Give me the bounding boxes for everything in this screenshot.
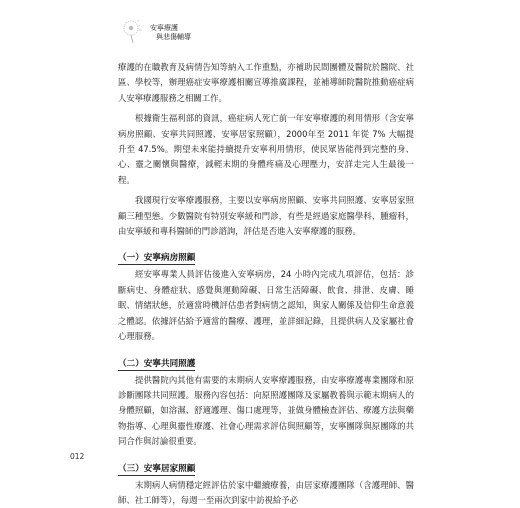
section-heading-shared-care: （二）安寧共同照護 <box>118 358 196 369</box>
section-body-ward: 經安寧專業人員評估後進入安寧病房，24 小時內完成九項評估，包括：診斷病史、身體症狀、感覺與運動障礙、日常生活障礙、飲食、排泄、皮膚、睡眠、情緒狀態，於適當時機評估患者對病情之認知，與家人關係及信仰生命意義之體認。依據評估給予適當的醫療、護理，並詳細記錄，且提供病人及家屬社會心理服務。 <box>118 269 414 342</box>
section-body-shared-care: 提供醫院內其他有需要的末期病人安寧療護服務，由安寧療護專業團隊和原診斷團隊共同照護。服務內容包括：向原照護團隊及家屬教養與示範末期病人的身體照顧，如溶濕、舒適護理、傷口處理等，並做身體檢查評估、療護方法與藥物指導、心理與靈性療護、社會心理需求評估與照顧等，安寧團隊與原團隊的共同合作與討論很重要。 <box>118 374 414 447</box>
page-number: 012 <box>70 452 85 461</box>
header-line-1: 安寧療護 <box>150 24 178 32</box>
section-heading-ward: （一）安寧病房照顧 <box>118 253 196 264</box>
header-line-2: 與悲傷輔導 <box>156 33 191 41</box>
page-body <box>118 60 414 508</box>
section-body-home-care: 末期病人病情穩定經評估於家中繼續療養，由居家療護團隊（含護理師、醫師、社工師等），每週一至兩次到家中訪視給予必 <box>118 479 414 505</box>
paragraph-2: 根據衛生福利部的資訊，癌症病人死亡前一年安寧療護的利用情形（含安寧病房照顧、安寧共同照護、安寧居家照顧），2000年至 2011 年從 7% 大幅提升至 47.5%。期望未來能持續提升安寧利用情形，使民眾皆能得到完整的身、心、靈之關懷與醫療，減輕末期的身體疼痛及心理壓力，安詳走完人生最後一程。 <box>118 113 414 185</box>
dandelion-icon <box>122 18 148 44</box>
paragraph-1: 療護的在職教育及病情告知等納入工作重點，亦補助民間團體及醫院於醫院、社區、學校等，辦理癌症安寧療護相關宣導推廣課程，並補導師院醫院推動癌症病人安寧療護服務之相關工作。 <box>118 62 414 103</box>
paragraph-3: 我國現行安寧療護服務，主要以安寧病房照顧、安寧共同照護、安寧居家照顧三種型態。少數醫院有特別安寧緩和門診，有些是經過家庭醫學科、腫瘤科，由安寧緩和專科醫師的門診諮詢，評估是否進入安寧療護的服務。 <box>118 195 414 237</box>
running-header <box>122 16 242 56</box>
section-heading-home-care: （三）安寧居家照顧 <box>118 463 196 474</box>
header-title <box>150 24 191 42</box>
